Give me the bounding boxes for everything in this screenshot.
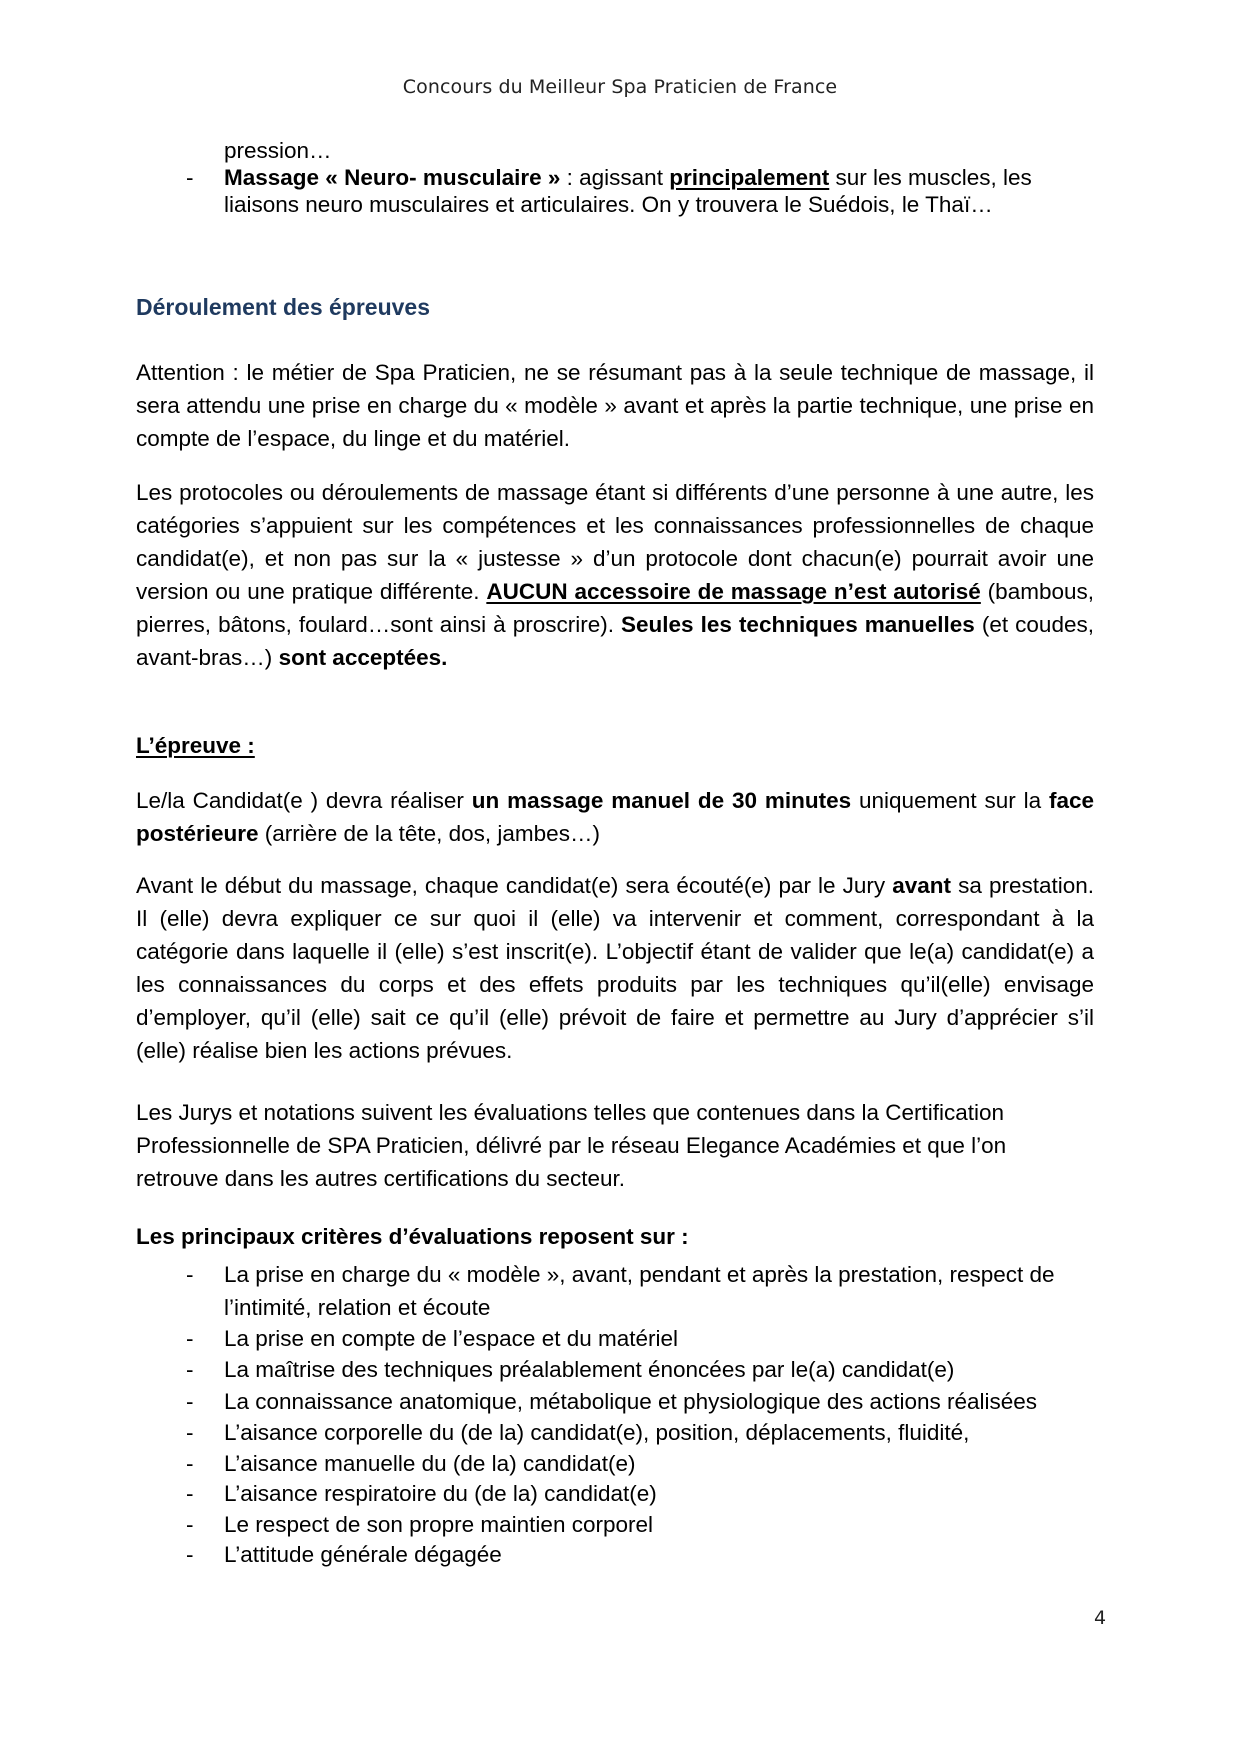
criteria-heading-text: Les principaux critères d’évaluations reposent sur : — [136, 1224, 689, 1249]
criteria-item — [136, 1510, 1126, 1541]
paragraph-text: Les protocoles ou déroulements de massage étant si différents d’une personne à une autre, les catégories s’appuient sur les compétences et les connaissances professionnelles de chaque candidat(e), et non pas sur la « justesse » d’un protocole dont chacun(e) pourrait avoir une version ou une pratique différente. — [136, 480, 1094, 604]
criteria-text: L’aisance respiratoire du (de la) candidat(e) — [224, 1481, 657, 1506]
criteria-text: La maîtrise des techniques préalablement énoncées par le(a) candidat(e) — [224, 1356, 955, 1382]
criteria-text: L’attitude générale dégagée — [224, 1542, 502, 1567]
paragraph-text: sa prestation. Il (elle) devra expliquer ce sur quoi il (elle) va intervenir et comment, correspondant à la catégorie dans laquelle il (elle) s’est inscrit(e). L’objectif étant de valider que le(a) candidat(e) a les connaissances du corps et des effets produits par les techniques qu’il(elle) envisage d’employer, qu’il (elle) sait ce qu’il (elle) prévoit de faire et permettre au Jury d’apprécier s’il (elle) réalise bien les actions prévues. — [136, 873, 1095, 1063]
dash-bullet: - — [186, 1481, 194, 1506]
criteria-item — [136, 1449, 1126, 1480]
paragraph-jurys: Les Jurys et notations suivent les évaluations telles que contenues dans la Certification Professionnelle de SPA Praticien, délivré par le réseau Elegance Académies et que l’on retrouve dans les autres certifications du secteur. — [136, 1100, 1007, 1191]
avant-emphasis: avant — [892, 873, 952, 898]
paragraph-text: (bambous, pierres, bâtons, foulard…sont ainsi à proscrire). — [136, 579, 1094, 637]
subheading-epreuve — [136, 729, 1094, 762]
face-emphasis: face postérieure — [136, 788, 1094, 846]
massage-type-label: Massage « Neuro- musculaire » — [224, 165, 561, 190]
list-item — [136, 164, 1094, 218]
paragraph-attention: Attention : le métier de Spa Praticien, ne se résumant pas à la seule technique de massage, il sera attendu une prise en charge du « modèle » avant et après la partie technique, une prise en compte de l’espace, du linge et du matériel. — [136, 360, 1094, 451]
massage-type-list — [136, 164, 1094, 218]
criteria-text: Le respect de son propre maintien corporel — [224, 1511, 653, 1537]
criteria-item — [136, 1324, 1126, 1355]
criteria-item — [136, 1540, 1126, 1571]
paragraph-avant — [136, 869, 1094, 1067]
list-text: sur les muscles, les liaisons neuro musculaires et articulaires. On y trouvera le Suédois, le Thaï… — [224, 165, 1032, 217]
page-number: 4 — [1094, 1607, 1107, 1629]
accepted-emphasis: sont acceptées. — [278, 645, 448, 670]
continuation-line: pression… — [224, 138, 332, 163]
criteria-item — [136, 1258, 1084, 1324]
paragraph-text: Avant le début du massage, chaque candidat(e) sera écouté(e) par le Jury — [136, 873, 893, 898]
dash-bullet: - — [186, 1450, 194, 1476]
paragraph-text: (et coudes, avant-bras…) — [136, 612, 1094, 670]
criteria-item — [136, 1479, 1126, 1510]
dash-bullet: - — [186, 1420, 194, 1445]
dash-bullet: - — [186, 165, 194, 190]
criteria-item — [136, 1385, 1084, 1418]
emphasis-principalement: principalement — [669, 165, 830, 190]
criteria-item — [136, 1418, 1126, 1449]
dash-bullet: - — [186, 1389, 194, 1414]
top-continuation — [136, 137, 1094, 218]
subheading-text: L’épreuve : — [136, 733, 255, 758]
criteria-list — [136, 1258, 1126, 1571]
manual-techniques-emphasis: Seules les techniques manuelles — [621, 612, 975, 637]
paragraph-text: Le/la Candidat(e ) devra réaliser — [136, 788, 472, 813]
criteria-text: La connaissance anatomique, métabolique et physiologique des actions réalisées — [224, 1389, 1038, 1414]
criteria-text: L’aisance corporelle du (de la) candidat(e), position, déplacements, fluidité, — [224, 1420, 970, 1445]
paragraph-text: (arrière de la tête, dos, jambes…) — [258, 821, 600, 846]
running-header: Concours du Meilleur Spa Praticien de France — [402, 76, 838, 98]
no-accessories-warning: AUCUN accessoire de massage n’est autorisé — [486, 579, 981, 604]
duration-emphasis: un massage manuel de 30 minutes — [471, 788, 852, 813]
dash-bullet: - — [186, 1356, 194, 1382]
criteria-text: L’aisance manuelle du (de la) candidat(e) — [224, 1450, 636, 1476]
criteria-text: La prise en charge du « modèle », avant, pendant et après la prestation, respect de l’intimité, relation et écoute — [224, 1262, 1055, 1320]
criteria-heading — [136, 1220, 1094, 1253]
criteria-item — [136, 1355, 1126, 1386]
paragraph-protocoles — [136, 476, 1094, 674]
list-text: : agissant — [560, 165, 670, 190]
paragraph-candidat — [136, 784, 1094, 850]
dash-bullet: - — [186, 1511, 194, 1537]
dash-bullet: - — [186, 1262, 194, 1287]
paragraph-text: uniquement sur la — [851, 788, 1049, 813]
section-heading: Déroulement des épreuves — [136, 294, 431, 320]
criteria-text: La prise en compte de l’espace et du matériel — [224, 1326, 679, 1351]
dash-bullet: - — [186, 1542, 194, 1567]
dash-bullet: - — [186, 1326, 194, 1351]
